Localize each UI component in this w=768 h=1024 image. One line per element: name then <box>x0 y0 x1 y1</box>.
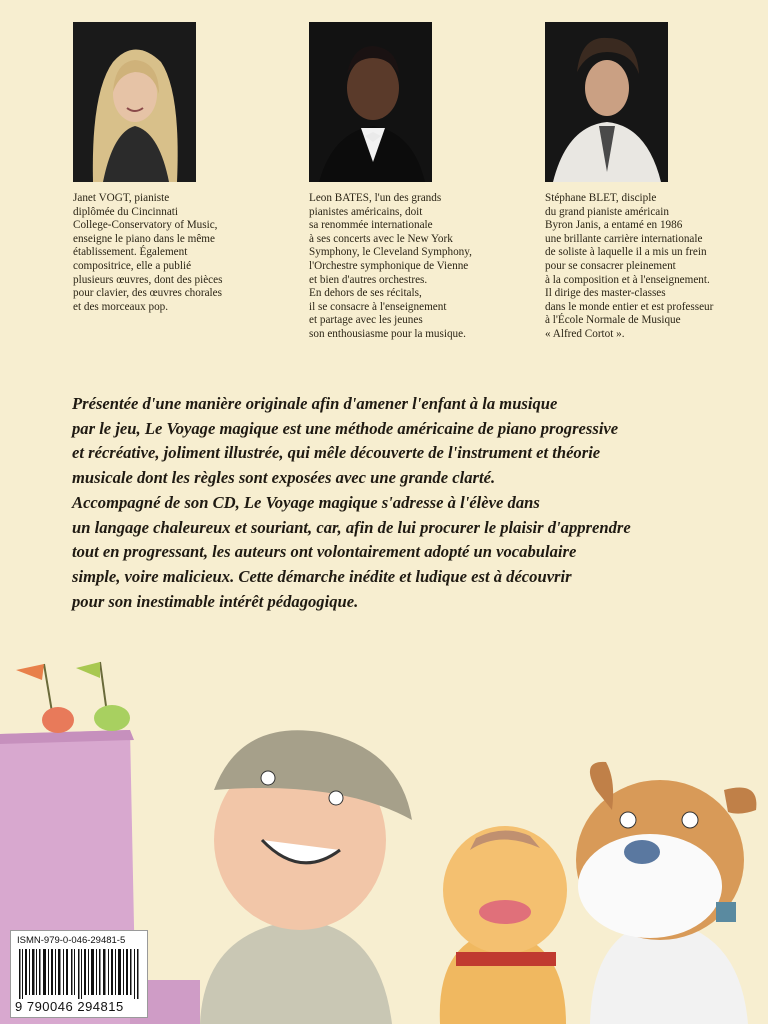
author-bio-blet: Stéphane BLET, disciple du grand pianiste américain Byron Janis, a entamé en 1986 une brillante carrière internationale de soliste à laquelle il a mis un frein pour se consacrer pleinement à la composition et à l'enseignement. Il dirige des master-classes dans le monde entier et est professeur à l'École Normale de Musique « Alfred Cortot ». <box>545 192 714 340</box>
dog-icon <box>576 762 756 1024</box>
portrait-man-curly-icon <box>545 22 668 182</box>
ismn-label: ISMN-979-0-046-29481-5 <box>17 935 126 946</box>
barcode-digits: 9 790046 294815 <box>15 999 124 1014</box>
portrait-woman-icon <box>73 22 196 182</box>
author-photo-blet <box>545 22 668 182</box>
author-bio-bates: Leon BATES, l'un des grands pianistes américains, doit sa renommée internationale à ses concerts avec le New York Symphony, le Cleveland Symphony, l'Orchestre symphonique de Vienne et bien d'autres orchestres. En dehors de ses récitals, il se consacre à l'enseignement et partage avec les jeunes son enthousiasme pour la musique. <box>309 192 472 340</box>
intro-paragraph: Présentée d'une manière originale afin d'amener l'enfant à la musique par le jeu, Le Voyage magique est une méthode américaine de piano progressive et récréative, joliment illustrée, qui mêle découverte de l'instrument et théorie musicale dont les règles sont exposées avec une grande clarté. Accompagné de son CD, Le Voyage magique s'adresse à l'élève dans un langage chaleureux et souriant, car, afin de lui procurer le plaisir d'apprendre tout en progressant, les auteurs ont volontairement adopté un vocabulaire simple, voire malicieux. Cette démarche inédite et ludique est à découvrir pour son inestimable intérêt pédagogique. <box>72 394 631 611</box>
flag-creature-icon <box>16 662 130 733</box>
explorer-boy-icon <box>200 730 412 1024</box>
cat-icon <box>440 826 567 1024</box>
portrait-man-tuxedo-icon <box>309 22 432 182</box>
author-photo-bates <box>309 22 432 182</box>
barcode <box>10 930 148 1018</box>
author-bio-vogt: Janet VOGT, pianiste diplômée du Cincinnati College-Conservatory of Music, enseigne le piano dans le même établissement. Également compositrice, elle a publié plusieurs œuvres, dont des pièces pour clavier, des œuvres chorales et des morceaux pop. <box>73 192 223 313</box>
author-photo-vogt <box>73 22 196 182</box>
barcode-bars-icon <box>19 949 141 999</box>
